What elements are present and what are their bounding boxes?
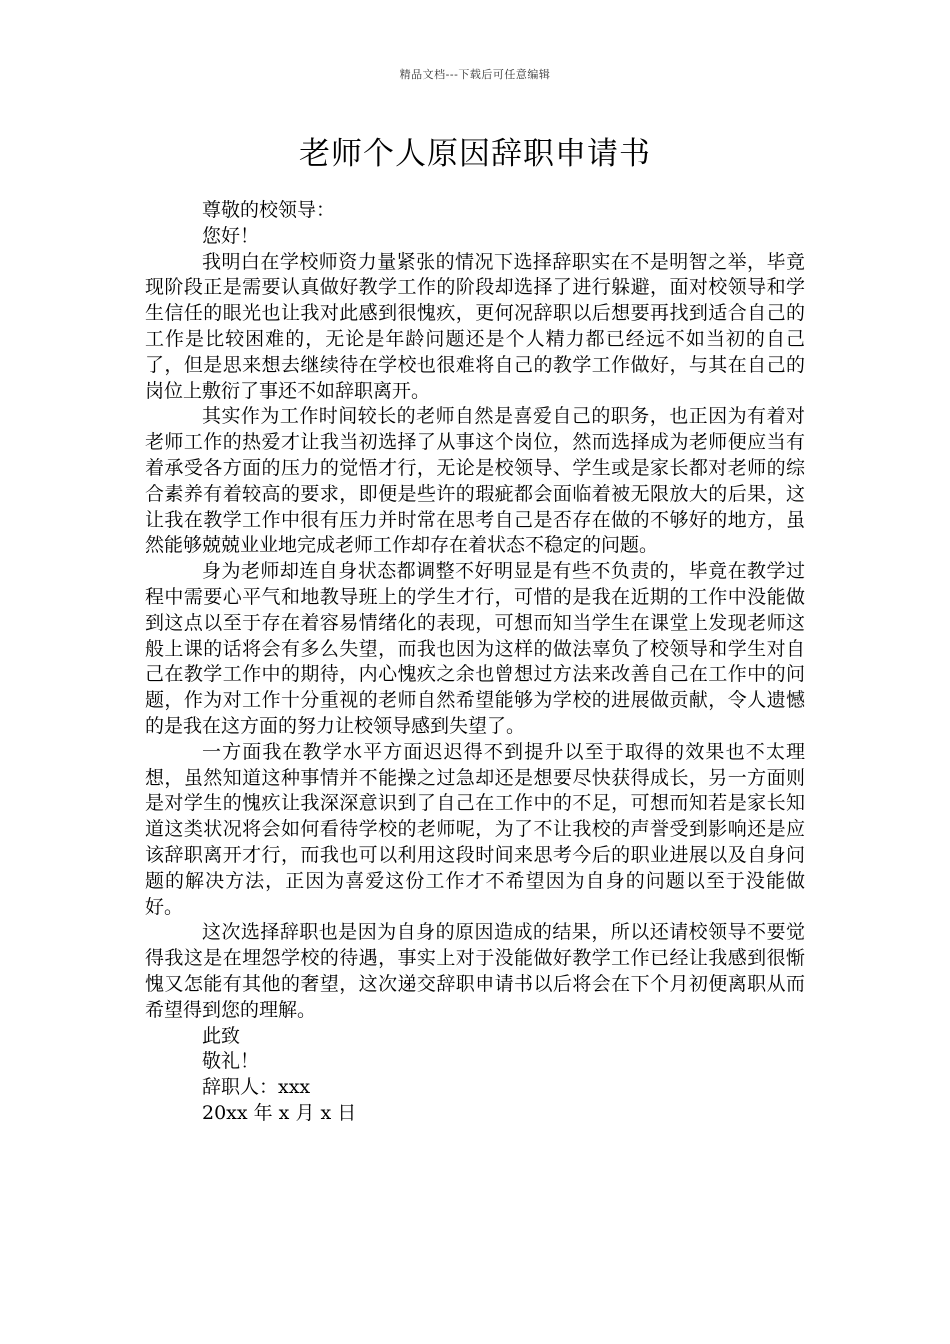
paragraph-2: 其实作为工作时间较长的老师自然是喜爱自己的职务，也正因为有着对老师工作的热爱才让我当初选择了从事这个岗位，然而选择成为老师便应当有着承受各方面的压力的觉悟才行，无论是校领导、学生或是家长都对老师的综合素养有着较高的要求，即便是些许的瑕疵都会面临着被无限放大的后果，这让我在教学工作中很有压力并时常在思考自己是否存在做的不够好的地方，虽然能够兢兢业业地完成老师工作却存在着状态不稳定的问题。: [145, 405, 805, 557]
date: 20xx 年 x 月 x 日: [202, 1101, 357, 1124]
signature: 辞职人：xxx: [202, 1076, 311, 1099]
salutation: 尊敬的校领导：: [202, 199, 336, 221]
document-title: 老师个人原因辞职申请书: [299, 136, 651, 172]
letter-body: [145, 198, 805, 1127]
paragraph-4: 一方面我在教学水平方面迟迟得不到提升以至于取得的效果也不太理想，虽然知道这种事情并不能操之过急却还是想要尽快获得成长，另一方面则是对学生的愧疚让我深深意识到了自己在工作中的不足，可想而知若是家长知道这类状况将会如何看待学校的老师呢，为了不让我校的声誉受到影响还是应该辞职离开才行，而我也可以利用这段时间来思考今后的职业进展以及自身问题的解决方法，正因为喜爱这份工作才不希望因为自身的问题以至于没能做好。: [145, 740, 805, 918]
paragraph-5: 这次选择辞职也是因为自身的原因造成的结果，所以还请校领导不要觉得我这是在埋怨学校的待遇，事实上对于没能做好教学工作已经让我感到很惭愧又怎能有其他的奢望，这次递交辞职申请书以后将会在下个月初便离职从而希望得到您的理解。: [145, 921, 805, 1021]
header-note: 精品文档---下载后可任意编辑: [399, 68, 551, 81]
closing-line-2: 敬礼！: [202, 1050, 260, 1073]
paragraph-3: 身为老师却连自身状态都调整不好明显是有些不负责的，毕竟在教学过程中需要心平气和地教导班上的学生才行，可惜的是我在近期的工作中没能做到这点以至于存在着容易情绪化的表现，可想而知当学生在课堂上发现老师这般上课的话将会有多么失望，而我也因为这样的做法辜负了校领导和学生对自己在教学工作中的期待，内心愧疚之余也曾想过方法来改善自己在工作中的问题，作为对工作十分重视的老师自然希望能够为学校的进展做贡献，令人遗憾的是我在这方面的努力让校领导感到失望了。: [145, 560, 805, 737]
greeting: 您好！: [202, 224, 260, 247]
closing-line-1: 此致: [202, 1024, 241, 1047]
paragraph-1: 我明白在学校师资力量紧张的情况下选择辞职实在不是明智之举，毕竟现阶段正是需要认真做好教学工作的阶段却选择了进行躲避，面对校领导和学生信任的眼光也让我对此感到很愧疚，更何况辞职以后想要再找到适合自己的工作是比较困难的，无论是年龄问题还是个人精力都已经远不如当初的自己了，但是思来想去继续待在学校也很难将自己的教学工作做好，与其在自己的岗位上敷衍了事还不如辞职离开。: [145, 250, 805, 402]
